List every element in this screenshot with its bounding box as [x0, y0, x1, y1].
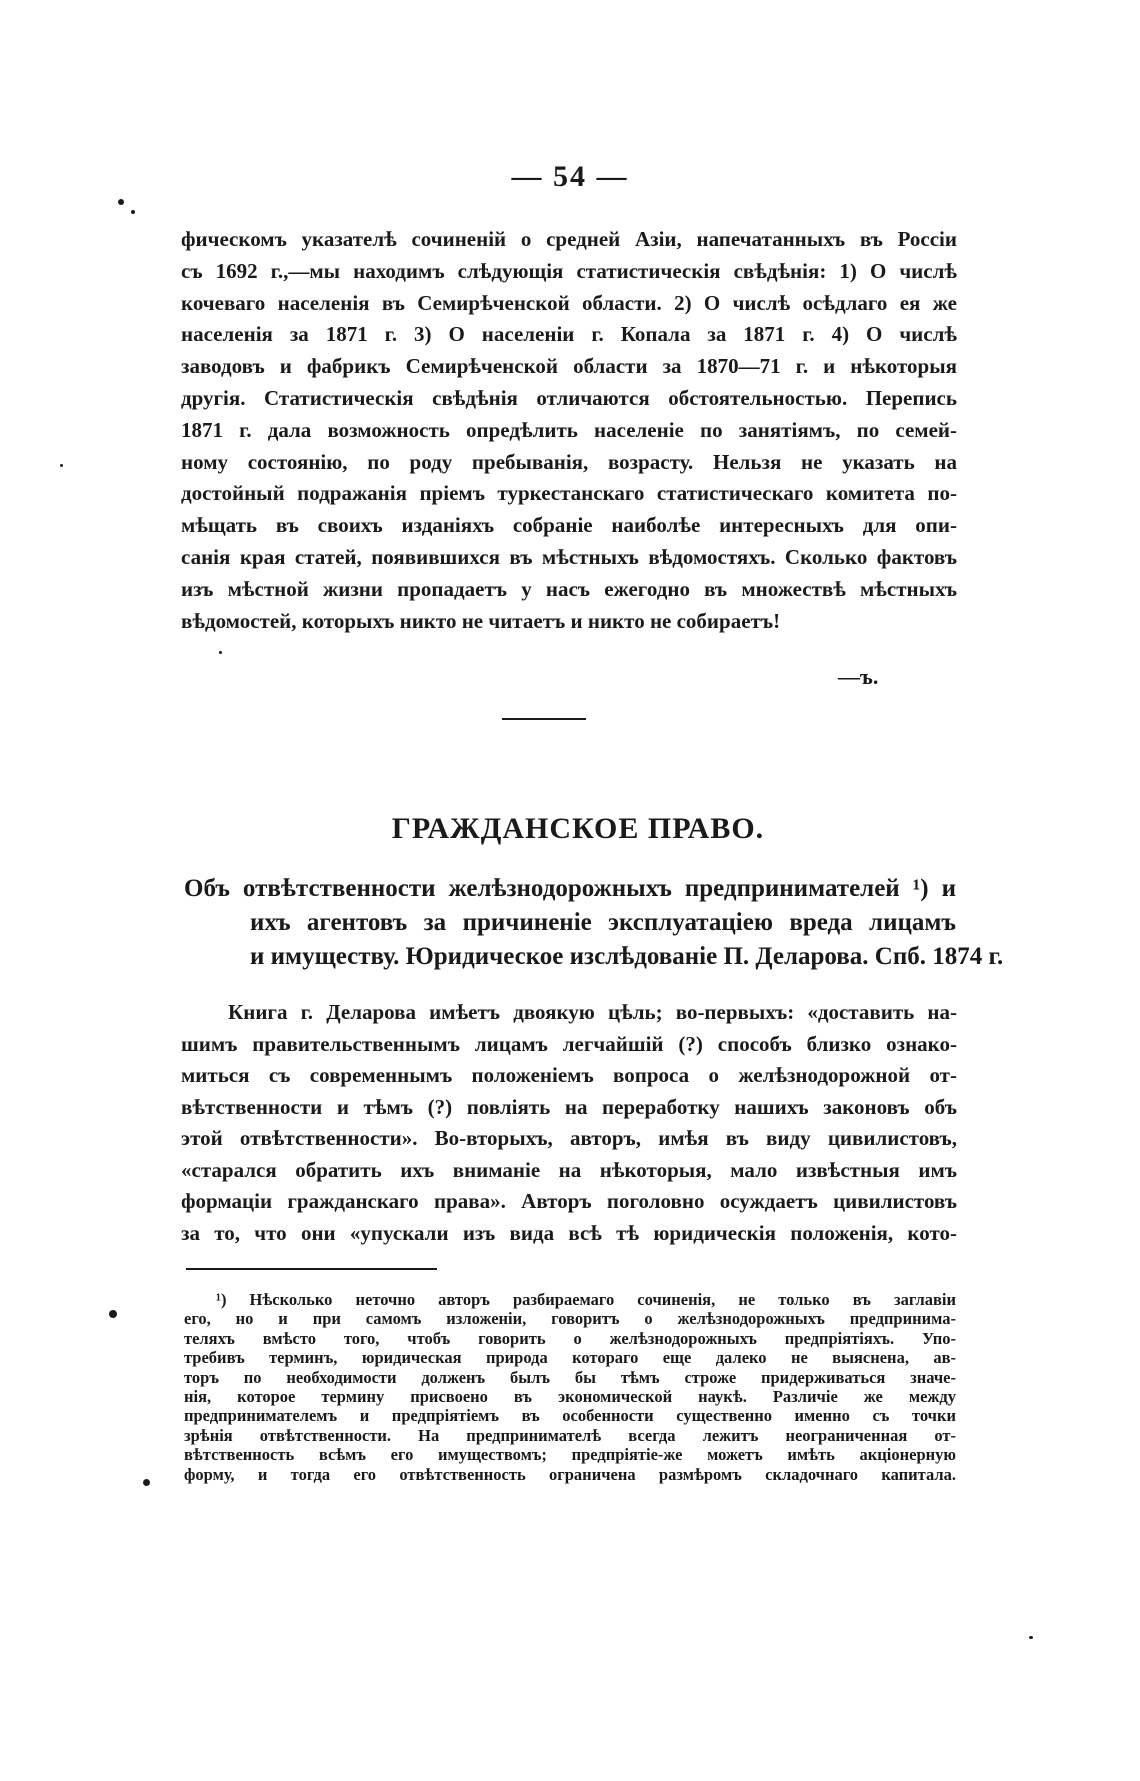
text-line: 1871 г. дала возможность опредѣлить населеніе по занятіямъ, по семей-: [181, 417, 957, 442]
scan-speck: [118, 199, 124, 205]
text-line: кочеваго населенія въ Семирѣченской области. 2) О числѣ осѣдлаго ея же: [181, 290, 957, 315]
text-line: другія. Статистическія свѣдѣнія отличаются обстоятельностью. Перепись: [181, 385, 957, 410]
scan-speck: [109, 1310, 117, 1318]
text-line-last: вѣдомостей, которыхъ никто не читаетъ и никто не собираетъ!: [181, 608, 781, 633]
text-line: миться съ современнымъ положеніемъ вопроса о желѣзнодорожной от-: [181, 1063, 957, 1087]
title-line: и имуществу. Юридическое изслѣдованіе П. Деларова. Спб. 1874 г.: [250, 943, 1004, 970]
paragraph-statistics: [181, 224, 957, 637]
text-line: этой отвѣтственности». Во-вторыхъ, авторъ, имѣя въ виду цивилистовъ,: [181, 1126, 957, 1150]
text-line: фическомъ указателѣ сочиненій о средней Азіи, напечатанныхъ въ Россіи: [181, 227, 957, 251]
footnote-line: теляхъ вмѣсто того, чтобъ говорить о желѣзнодорожныхъ предпріятіяхъ. Упо-: [184, 1328, 956, 1348]
scan-speck: [1029, 1636, 1033, 1639]
text-line: заводовъ и фабрикъ Семирѣченской области за 1870—71 г. и нѣкоторыя: [181, 354, 957, 379]
scan-speck: [143, 1479, 150, 1486]
text-line: за то, что они «упускали изъ вида всѣ тѣ юридическія положенія, кото-: [181, 1220, 957, 1245]
review-body: [181, 997, 957, 1249]
text-line: формаціи гражданскаго права». Авторъ поголовно осуждаетъ цивилистовъ: [181, 1189, 957, 1213]
text-line: ному состоянію, по роду пребыванія, возрасту. Нельзя не указать на: [181, 449, 957, 474]
scan-speck: [131, 210, 135, 214]
footnote-line: вѣтственность всѣмъ его имуществомъ; предпріятіе-же можетъ имѣть акціонерную: [184, 1445, 956, 1465]
author-signature: —ъ.: [838, 664, 879, 689]
text-line: санія края статей, появившихся въ мѣстныхъ вѣдомостяхъ. Сколько фактовъ: [181, 544, 957, 569]
footnote-line: нія, которое термину присвоено въ экономической наукѣ. Различіе же между: [184, 1387, 956, 1407]
text-line: изъ мѣстной жизни пропадаетъ у насъ ежегодно въ множествѣ мѣстныхъ: [181, 576, 957, 601]
page-number: — 54 —: [511, 160, 629, 193]
scan-speck: [219, 651, 222, 654]
text-line: съ 1692 г.,—мы находимъ слѣдующія статистическія свѣдѣнія: 1) О числѣ: [181, 258, 957, 283]
footnote-line: его, но и при самомъ изложеніи, говоритъ о желѣзнодорожныхъ предпринима-: [184, 1309, 956, 1329]
footnote: [184, 1290, 956, 1484]
footnote-line: торъ по необходимости долженъ былъ бы тѣмъ строже придерживаться значе-: [184, 1367, 956, 1387]
text-line: шимъ правительственнымъ лицамъ легчайшій (?) способъ близко ознако-: [181, 1031, 957, 1056]
text-line: населенія за 1871 г. 3) О населеніи г. Копала за 1871 г. 4) О числѣ: [181, 322, 957, 347]
text-line: Книга г. Деларова имѣетъ двоякую цѣль; во-первыхъ: «доставить на-: [228, 1000, 957, 1024]
review-title: [184, 872, 1004, 974]
text-line: вѣтственности и тѣмъ (?) повліять на переработку нашихъ законовъ объ: [181, 1094, 957, 1119]
text-line: мѣщать въ своихъ изданіяхъ собраніе наиболѣе интересныхъ для опи-: [181, 513, 957, 538]
text-line: «старался обратить ихъ вниманіе на нѣкоторыя, мало извѣстныя имъ: [181, 1157, 957, 1182]
footnote-line: ¹) Нѣсколько неточно авторъ разбираемаго сочиненія, не только въ заглавіи: [216, 1290, 956, 1309]
title-line: Объ отвѣтственности желѣзнодорожныхъ предпринимателей ¹) и: [184, 875, 956, 902]
footnote-divider: [186, 1268, 437, 1270]
text-line: достойный подражанія пріемъ туркестанскаго статистическаго комитета по-: [181, 481, 957, 506]
footnote-line-last: форму, и тогда его отвѣтственность ограничена размѣромъ складочнаго капитала.: [184, 1464, 956, 1484]
footnote-line: требивъ терминъ, юридическая природа котораго еще далеко не выяснена, ав-: [184, 1348, 956, 1368]
scan-speck: [60, 464, 63, 467]
title-line: ихъ агентовъ за причиненіе эксплуатаціею вреда лицамъ: [250, 909, 956, 936]
section-divider: [502, 718, 586, 720]
section-heading: ГРАЖДАНСКОЕ ПРАВО.: [391, 812, 765, 845]
footnote-line: зрѣнія отвѣтственности. На предпринимателѣ всегда лежитъ неограниченная от-: [184, 1425, 956, 1445]
footnote-line: предпринимателемъ и предпріятіемъ въ особенности существенно именно съ точки: [184, 1406, 956, 1426]
